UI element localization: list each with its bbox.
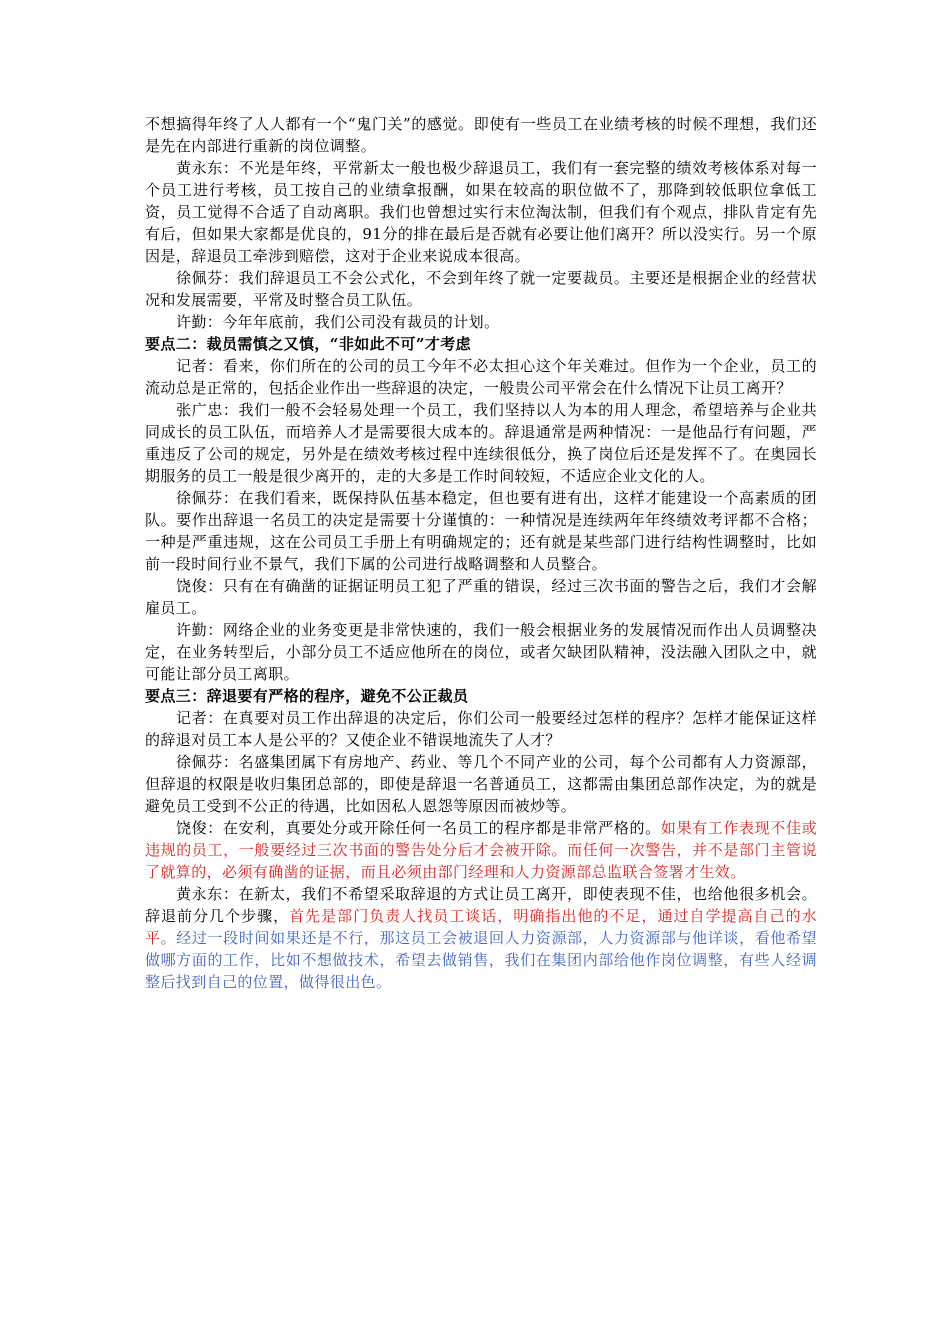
paragraph-xu-peifen-2: 徐佩芬：在我们看来，既保持队伍基本稳定，但也要有进有出，这样才能建设一个高素质的团队。要作出辞退一名员工的决定是需要十分谨慎的：一种情况是连续两年年终绩效考评都不合格；一种是严重违规，这在公司员工手册上有明确规定的；还有就是某些部门进行结构性调整时，比如前一段时间行业不景气，我们下属的公司进行战略调整和人员整合。 — [145, 489, 817, 573]
text-highlight-red: 首先是部门负责人找员工谈话，明确指出他的不足，通过自学提高自己的水平。 — [145, 907, 817, 947]
section-heading-3: 要点三：辞退要有严格的程序，避免不公正裁员 — [145, 687, 469, 705]
document-page — [145, 113, 817, 993]
section-heading-2: 要点二：裁员需慎之又慎，“非如此不可”才考虑 — [145, 335, 472, 353]
text-black: 黄永东：在新太，我们不希望采取辞退的方式让员工离开，即使表现不佳，也给他很多机会。辞退前分几个步骤， — [145, 885, 817, 925]
paragraph-xu-qin: 许勤：今年年底前，我们公司没有裁员的计划。 — [176, 313, 500, 331]
paragraph-huang-yongdong: 黄永东：不光是年终，平常新太一般也极少辞退员工，我们有一套完整的绩效考核体系对每一个员工进行考核，员工按自己的业绩拿报酬，如果在较高的职位做不了，那降到较低职位拿低工资，员工觉得不合适了自动离职。我们也曾想过实行末位淘汰制，但我们有个观点，排队肯定有先有后，但如果大家都是优良的，91分的排在最后是否就有必要让他们离开？所以没实行。另一个原因是，辞退员工牵涉到赔偿，这对于企业来说成本很高。 — [145, 159, 817, 265]
text-black: 饶俊：在安利，真要处分或开除任何一名员工的程序都是非常严格的。 — [176, 819, 661, 837]
paragraph-continuation: 不想搞得年终了人人都有一个“鬼门关”的感觉。即使有一些员工在业绩考核的时候不理想，我们还是先在内部进行重新的岗位调整。 — [145, 115, 817, 155]
paragraph-xu-peifen: 徐佩芬：我们辞退员工不会公式化，不会到年终了就一定要裁员。主要还是根据企业的经营状况和发展需要，平常及时整合员工队伍。 — [145, 269, 817, 309]
paragraph-rao-jun: 饶俊：只有在有确凿的证据证明员工犯了严重的错误，经过三次书面的警告之后，我们才会解雇员工。 — [145, 577, 817, 617]
paragraph-xu-qin-2: 许勤：网络企业的业务变更是非常快速的，我们一般会根据业务的发展情况而作出人员调整决定，在业务转型后，小部分员工不适应他所在的岗位，或者欠缺团队精神，没法融入团队之中，就可能让部分员工离职。 — [145, 621, 817, 683]
text-highlight-blue: 经过一段时间如果还是不行，那这员工会被退回人力资源部，人力资源部与他详谈，看他希望做哪方面的工作，比如不想做技术，希望去做销售，我们在集团内部给他作岗位调整，有些人经调整后找到自己的位置，做得很出色。 — [145, 929, 818, 991]
paragraph-reporter-question-3: 记者：在真要对员工作出辞退的决定后，你们公司一般要经过怎样的程序？怎样才能保证这样的辞退对员工本人是公平的？又使企业不错误地流失了人才？ — [145, 709, 817, 749]
paragraph-zhang-guangzhong: 张广忠：我们一般不会轻易处理一个员工，我们坚持以人为本的用人理念，希望培养与企业共同成长的员工队伍，而培养人才是需要很大成本的。辞退通常是两种情况：一是他品行有问题，严重违反了公司的规定，另外是在绩效考核过程中连续很低分，换了岗位后还是发挥不了。在奥园长期服务的员工一般是很少离开的，走的大多是工作时间较短，不适应企业文化的人。 — [145, 401, 817, 485]
paragraph-reporter-question-2: 记者：看来，你们所在的公司的员工今年不必太担心这个年关难过。但作为一个企业，员工的流动总是正常的，包括企业作出一些辞退的决定，一般贵公司平常会在什么情况下让员工离开？ — [145, 357, 817, 397]
paragraph-huang-yongdong-2 — [145, 883, 817, 993]
text-highlight-red: 如果有工作表现不佳或违规的员工，一般要经过三次书面的警告处分后才会被开除。而任何一次警告，并不是部门主管说了就算的，必须有确凿的证据，而且必须由部门经理和人力资源部总监联合签署才生效。 — [145, 819, 817, 881]
paragraph-rao-jun-2 — [145, 817, 817, 883]
paragraph-xu-peifen-3: 徐佩芬：名盛集团属下有房地产、药业、等几个不同产业的公司，每个公司都有人力资源部，但辞退的权限是收归集团总部的，即使是辞退一名普通员工，这都需由集团总部作决定，为的就是避免员工受到不公正的待遇，比如因私人恩怨等原因而被炒等。 — [145, 753, 817, 815]
